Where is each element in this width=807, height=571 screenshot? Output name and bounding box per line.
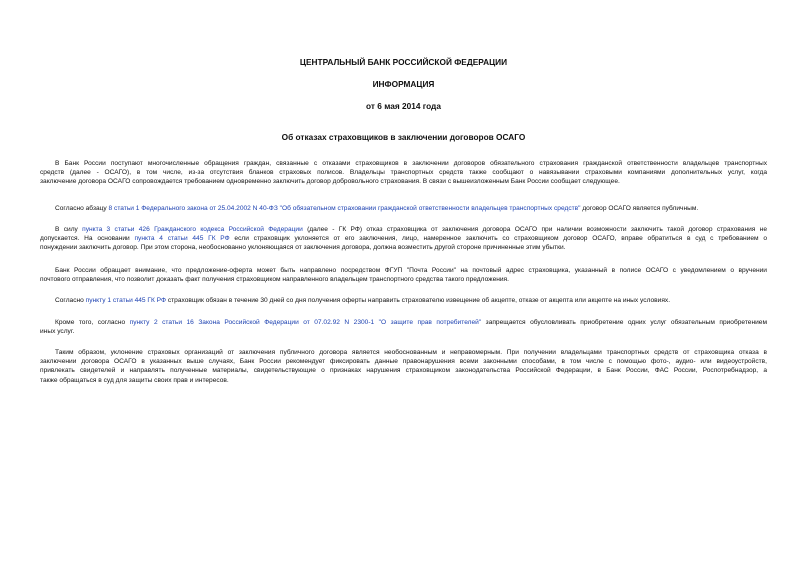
- document-type-heading: ИНФОРМАЦИЯ: [372, 79, 435, 89]
- paragraph-6-line-2: иных услуг.: [40, 328, 75, 336]
- consumer-rights-law-link[interactable]: пункту 2 статьи 16 Закона Российской Федерации от 07.02.92 N 2300-1 "О защите прав потребителей": [129, 319, 482, 326]
- paragraph-7-line-3: привлекать свидетелей и направлять полученные материалы, свидетельствующие о признаках нарушения страховщиком законодательства Российской Федерации, в Банк России, ФАС России, Роспотребнадзор, а: [40, 367, 767, 375]
- civil-code-426-link[interactable]: пункта 3 статьи 426 Гражданского кодекса Российской Федерации: [82, 226, 303, 233]
- paragraph-1-line-3: заключение договора ОСАГО сопровождается требованием одновременно заключить договор добровольного страхования. В связи с вышеизложенным Банк России сообщает следующее.: [40, 178, 620, 186]
- paragraph-7-line-2: заключении договора ОСАГО в указанных выше случаях, Банк России рекомендует фиксировать данные правонарушения всеми законными способами, в том числе с помощью фото-, аудио- или видеоустройств,: [40, 358, 767, 366]
- paragraph-1-line-2: средств (далее - ОСАГО), в том числе, из-за отсутствия бланков страховых полисов. Владельцы транспортных средств также сообщают о навязывании страховыми компаниями дополнительных услуг, когда: [40, 169, 767, 177]
- paragraph-2-line-1: Согласно абзацу 8 статьи 1 Федерального закона от 25.04.2002 N 40-ФЗ "Об обязательном страховании гражданской ответственности владельцев транспортных средств" договор ОСАГО является публичным.: [55, 205, 699, 212]
- paragraph-4-line-1: Банк России обращает внимание, что предложение-оферта может быть направлено посредством ФГУП "Почта России" на почтовый адрес страховщика, указанный в полисе ОСАГО с уведомлением о вручении: [55, 267, 767, 274]
- paragraph-7-line-4: также обращаться в суд для защиты своих прав и интересов.: [40, 376, 229, 384]
- document-title: Об отказах страховщиков в заключении договоров ОСАГО: [281, 132, 526, 142]
- paragraph-7: [40, 348, 767, 385]
- paragraph-5-line-1: Согласно пункту 1 статьи 445 ГК РФ страховщик обязан в течение 30 дней со дня получения оферты направить страхователю извещение об акцепте, отказе от акцепта или акцепте на иных условиях.: [55, 297, 671, 304]
- document-date: от 6 мая 2014 года: [366, 101, 441, 111]
- paragraph-2: [40, 204, 767, 213]
- issuer-heading: ЦЕНТРАЛЬНЫЙ БАНК РОССИЙСКОЙ ФЕДЕРАЦИИ: [299, 57, 508, 67]
- civil-code-445-p4-link[interactable]: пункта 4 статьи 445 ГК РФ: [134, 235, 230, 243]
- paragraph-3-line-2: допускается. На основании пункта 4 статьи 445 ГК РФ если страховщик уклоняется от его заключения, лицо, намеренное заключить со страховщиком договор ОСАГО, вправе обратиться в суд с требованием о: [40, 235, 767, 243]
- civil-code-445-p1-link[interactable]: пункту 1 статьи 445 ГК РФ: [85, 297, 166, 304]
- paragraph-3-line-3: понуждении заключить договор. При этом сторона, необоснованно уклоняющаяся от заключения договора, должна возместить другой стороне причиненные этим убытки.: [40, 244, 566, 252]
- paragraph-4-line-2: почтового отправления, что позволит доказать факт получения страховщиком направленного владельцем транспортного средства такого предложения.: [40, 276, 509, 284]
- paragraph-1-line-1: В Банк России поступают многочисленные обращения граждан, связанные с отказами страховщиков в заключении договоров обязательного страхования гражданской ответственности владельцев транспортных: [55, 160, 767, 167]
- paragraph-1: [40, 159, 767, 187]
- paragraph-6: [40, 318, 767, 336]
- paragraph-5: [40, 296, 767, 305]
- paragraph-3: [40, 225, 767, 253]
- paragraph-3-line-1: В силу пункта 3 статьи 426 Гражданского кодекса Российской Федерации (далее - ГК РФ) отказ страховщика от заключения договора ОСАГО при наличии возможности заключить такой договор страхования не: [55, 226, 767, 233]
- paragraph-6-line-1: Кроме того, согласно пункту 2 статьи 16 Закона Российской Федерации от 07.02.92 N 2300-1 "О защите прав потребителей" запрещается обусловливать приобретение одних услуг обязательным приобретением: [55, 319, 767, 326]
- law-40fz-link[interactable]: 8 статьи 1 Федерального закона от 25.04.2002 N 40-ФЗ "Об обязательном страховании гражданской ответственности владельцев транспортных средств": [108, 205, 581, 212]
- paragraph-7-line-1: Таким образом, уклонение страховых организаций от заключения публичного договора является необоснованным и неправомерным. При получении владельцами транспортных средств от страховщика отказа в: [55, 349, 767, 356]
- paragraph-4: [40, 266, 767, 284]
